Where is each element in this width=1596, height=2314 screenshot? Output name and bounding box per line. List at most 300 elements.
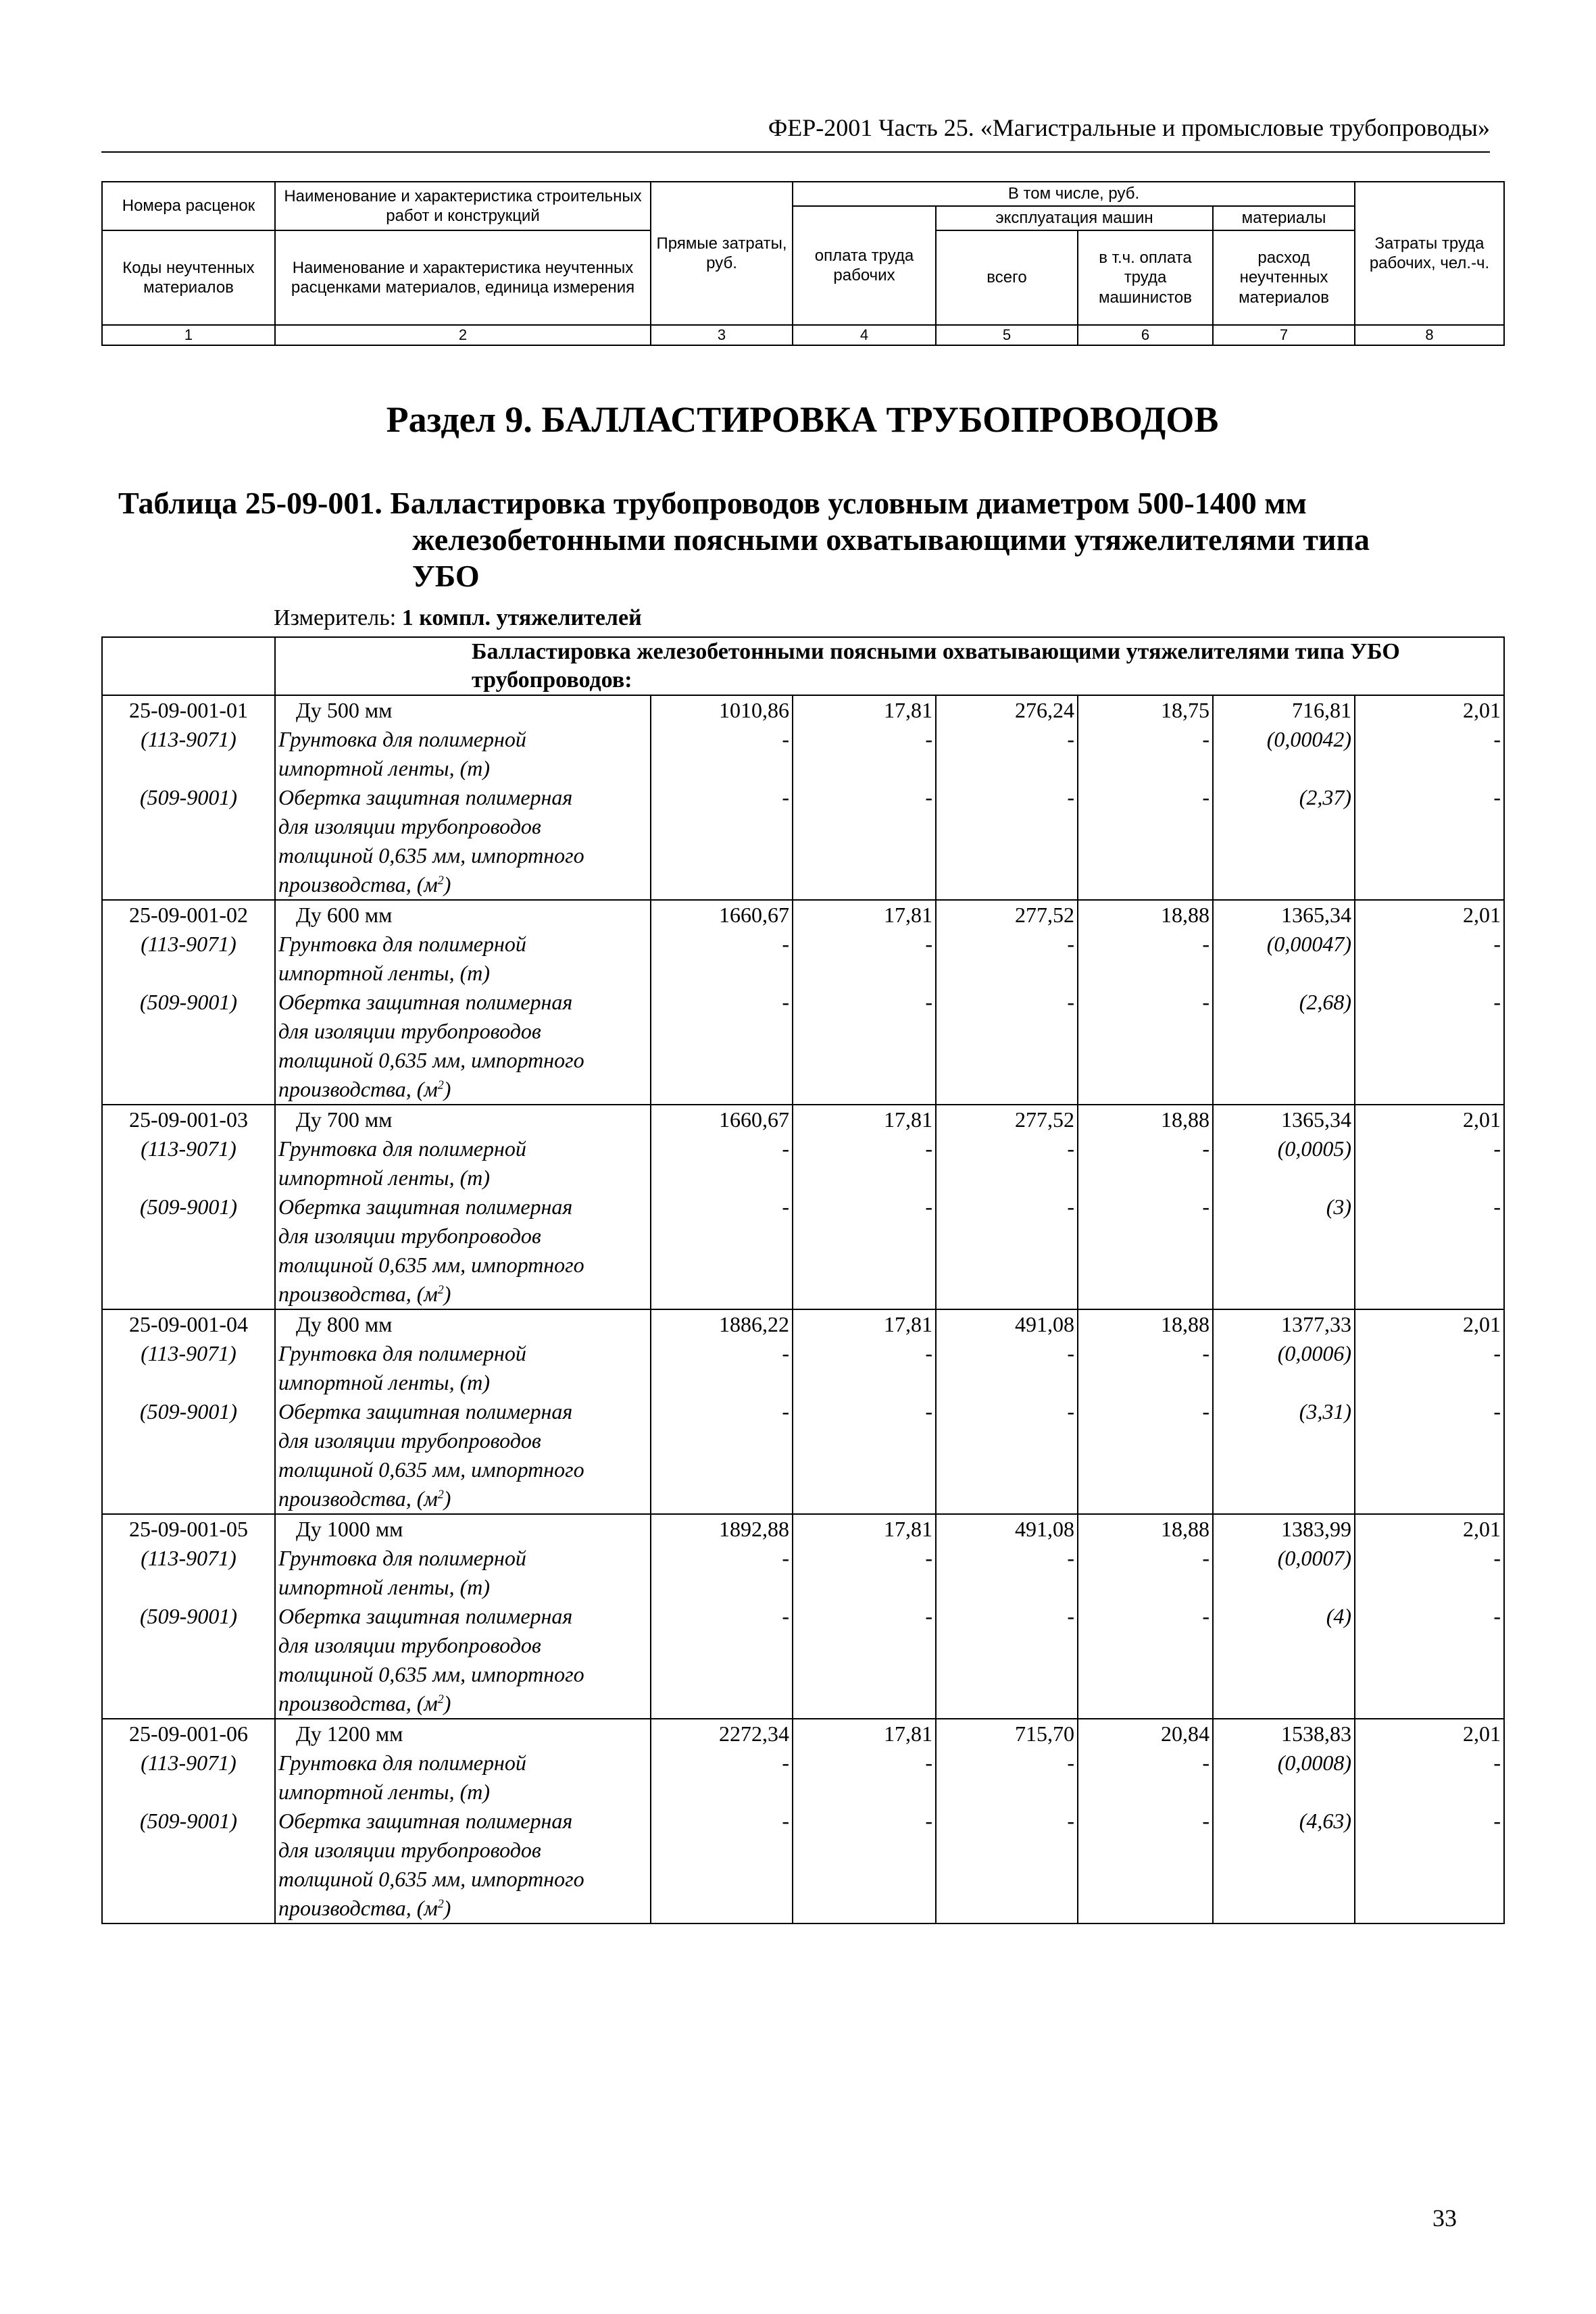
material-name: толщиной 0,635 мм, импортного	[275, 1865, 651, 1894]
machines-total: 277,52	[936, 900, 1078, 930]
rate-code: 25-09-001-02	[102, 900, 275, 930]
dash-cell: -	[1355, 1134, 1504, 1163]
table-row	[102, 1280, 1504, 1309]
direct-costs: 1892,88	[651, 1514, 793, 1544]
dash-cell: -	[1355, 1192, 1504, 1222]
empty-cell	[793, 812, 936, 841]
empty-cell	[793, 870, 936, 900]
empty-cell	[1078, 1251, 1213, 1280]
material-name: толщиной 0,635 мм, импортного	[275, 1455, 651, 1484]
empty-cell	[102, 1280, 275, 1309]
table-row	[102, 1865, 1504, 1894]
empty-cell	[793, 1222, 936, 1251]
measurement-unit	[274, 605, 642, 631]
empty-cell	[651, 1631, 793, 1660]
material-quantity: (2,37)	[1213, 783, 1355, 812]
material-code: (509-9001)	[102, 1807, 275, 1836]
dash-cell: -	[793, 1339, 936, 1368]
material-quantity: (0,00042)	[1213, 725, 1355, 754]
empty-cell	[1078, 1894, 1213, 1923]
material-name	[275, 1075, 651, 1105]
table-title-line: УБО	[412, 558, 480, 593]
empty-cell	[102, 1660, 275, 1689]
empty-cell	[793, 1778, 936, 1807]
empty-cell	[651, 1894, 793, 1923]
empty-cell	[1213, 959, 1355, 988]
dash-cell: -	[793, 1544, 936, 1573]
dash-cell: -	[936, 1339, 1078, 1368]
material-name: импортной ленты, (т)	[275, 959, 651, 988]
empty-cell	[936, 1280, 1078, 1309]
column-number: 4	[793, 325, 936, 345]
material-row	[102, 1339, 1504, 1368]
empty-cell	[1078, 1455, 1213, 1484]
material-name: Обертка защитная полимерная	[275, 1807, 651, 1836]
table-row	[102, 841, 1504, 870]
table-row	[102, 1573, 1504, 1602]
dash-cell: -	[1355, 1339, 1504, 1368]
dash-cell: -	[1355, 1397, 1504, 1426]
direct-costs: 2272,34	[651, 1719, 793, 1749]
empty-cell	[651, 1280, 793, 1309]
dash-cell: -	[1355, 1807, 1504, 1836]
empty-cell	[651, 959, 793, 988]
table-title	[118, 485, 1483, 594]
dash-cell: -	[651, 1749, 793, 1778]
column-number: 8	[1355, 325, 1504, 345]
material-name: Грунтовка для полимерной	[275, 725, 651, 754]
empty-cell	[1213, 1631, 1355, 1660]
table-row	[102, 1484, 1504, 1514]
empty-cell	[102, 1865, 275, 1894]
empty-cell	[1355, 1484, 1504, 1514]
empty-cell	[1078, 1075, 1213, 1105]
empty-cell	[102, 754, 275, 783]
column-number: 3	[651, 325, 793, 345]
empty-cell	[793, 1017, 936, 1046]
dash-cell: -	[793, 1134, 936, 1163]
empty-cell	[793, 1573, 936, 1602]
material-code: (509-9001)	[102, 783, 275, 812]
empty-cell	[1355, 1280, 1504, 1309]
unit-superscript: 2	[437, 1282, 444, 1297]
material-name: для изоляции трубопроводов	[275, 1631, 651, 1660]
material-code: (113-9071)	[102, 1544, 275, 1573]
empty-cell	[1078, 1660, 1213, 1689]
column-header-table	[101, 181, 1505, 346]
empty-cell	[1355, 812, 1504, 841]
dash-cell: -	[651, 1397, 793, 1426]
empty-cell	[793, 1455, 936, 1484]
empty-cell	[1355, 1017, 1504, 1046]
empty-cell	[1355, 1163, 1504, 1192]
dash-cell: -	[651, 725, 793, 754]
empty-cell	[102, 1631, 275, 1660]
empty-cell	[1213, 1426, 1355, 1455]
material-quantity: (0,0007)	[1213, 1544, 1355, 1573]
empty-cell	[1213, 1573, 1355, 1602]
table-row	[102, 1368, 1504, 1397]
direct-costs: 1886,22	[651, 1309, 793, 1339]
labor-hours: 2,01	[1355, 1514, 1504, 1544]
table-row	[102, 870, 1504, 900]
table-row	[102, 1017, 1504, 1046]
materials-cost: 1383,99	[1213, 1514, 1355, 1544]
empty-cell	[1078, 1426, 1213, 1455]
empty-cell	[1213, 1017, 1355, 1046]
dash-cell: -	[936, 1602, 1078, 1631]
measurement-label: Измеритель:	[274, 605, 402, 630]
empty-cell	[936, 1573, 1078, 1602]
empty-cell	[793, 1836, 936, 1865]
materials-cost: 1365,34	[1213, 900, 1355, 930]
material-unit-close: )	[443, 1486, 451, 1511]
header-column-numbers	[102, 325, 1504, 345]
unit-superscript: 2	[437, 1487, 444, 1501]
dash-cell: -	[651, 1544, 793, 1573]
dash-cell: -	[1355, 1602, 1504, 1631]
empty-cell	[793, 1046, 936, 1075]
dash-cell: -	[651, 1134, 793, 1163]
dash-cell: -	[651, 1339, 793, 1368]
machinist-pay: 18,88	[1078, 900, 1213, 930]
material-row	[102, 1192, 1504, 1222]
empty-cell	[651, 1660, 793, 1689]
labor-hours: 2,01	[1355, 1719, 1504, 1749]
dash-cell: -	[936, 783, 1078, 812]
empty-cell	[102, 1075, 275, 1105]
dash-cell: -	[936, 1749, 1078, 1778]
empty-cell	[936, 1251, 1078, 1280]
labor-pay: 17,81	[793, 1514, 936, 1544]
empty-cell	[1355, 1689, 1504, 1719]
empty-cell	[651, 1075, 793, 1105]
dash-cell: -	[651, 988, 793, 1017]
labor-hours: 2,01	[1355, 695, 1504, 725]
empty-cell	[102, 812, 275, 841]
empty-cell	[936, 1222, 1078, 1251]
material-name: толщиной 0,635 мм, импортного	[275, 1046, 651, 1075]
header-work-name: Наименование и характеристика строительных работ и конструкций	[275, 182, 651, 230]
empty-cell	[936, 1631, 1078, 1660]
machines-total: 276,24	[936, 695, 1078, 725]
empty-cell	[1078, 870, 1213, 900]
dash-cell: -	[1355, 783, 1504, 812]
empty-cell	[1355, 959, 1504, 988]
empty-cell	[651, 1017, 793, 1046]
group-header-spacer	[102, 637, 275, 695]
empty-cell	[1078, 959, 1213, 988]
materials-cost: 1365,34	[1213, 1105, 1355, 1134]
material-unit-close: )	[443, 872, 451, 897]
empty-cell	[102, 1222, 275, 1251]
empty-cell	[651, 1573, 793, 1602]
material-quantity: (4)	[1213, 1602, 1355, 1631]
material-name: Обертка защитная полимерная	[275, 988, 651, 1017]
labor-hours: 2,01	[1355, 1105, 1504, 1134]
dash-cell: -	[1355, 1749, 1504, 1778]
dash-cell: -	[651, 1807, 793, 1836]
empty-cell	[936, 1455, 1078, 1484]
unit-superscript: 2	[437, 1896, 444, 1911]
material-row	[102, 1544, 1504, 1573]
rate-code: 25-09-001-06	[102, 1719, 275, 1749]
empty-cell	[1078, 812, 1213, 841]
rate-row	[102, 1309, 1504, 1339]
empty-cell	[793, 1251, 936, 1280]
empty-cell	[102, 1689, 275, 1719]
empty-cell	[651, 1163, 793, 1192]
empty-cell	[102, 1251, 275, 1280]
empty-cell	[936, 1894, 1078, 1923]
empty-cell	[793, 754, 936, 783]
table-row	[102, 1836, 1504, 1865]
material-name: Обертка защитная полимерная	[275, 1602, 651, 1631]
empty-cell	[1355, 1778, 1504, 1807]
rate-row	[102, 1105, 1504, 1134]
empty-cell	[1355, 870, 1504, 900]
empty-cell	[936, 841, 1078, 870]
material-code: (113-9071)	[102, 1339, 275, 1368]
header-materials-group: материалы	[1213, 206, 1355, 230]
section-title: Раздел 9. БАЛЛАСТИРОВКА ТРУБОПРОВОДОВ	[386, 399, 1219, 440]
dash-cell: -	[793, 988, 936, 1017]
material-unit-close: )	[443, 1691, 451, 1715]
dash-cell: -	[793, 1602, 936, 1631]
material-name: Обертка защитная полимерная	[275, 1192, 651, 1222]
table-row	[102, 1631, 1504, 1660]
empty-cell	[102, 1017, 275, 1046]
unit-superscript: 2	[437, 873, 444, 887]
material-name	[275, 1280, 651, 1309]
empty-cell	[1078, 1836, 1213, 1865]
dash-cell: -	[793, 1192, 936, 1222]
material-code: (113-9071)	[102, 930, 275, 959]
material-code: (113-9071)	[102, 1134, 275, 1163]
empty-cell	[936, 1075, 1078, 1105]
dash-cell: -	[1078, 1602, 1213, 1631]
machines-total: 491,08	[936, 1309, 1078, 1339]
page-header: ФЕР-2001 Часть 25. «Магистральные и промысловые трубопроводы»	[101, 114, 1490, 153]
labor-pay: 17,81	[793, 1309, 936, 1339]
table-row	[102, 1046, 1504, 1075]
dash-cell: -	[1355, 1544, 1504, 1573]
dash-cell: -	[1078, 1397, 1213, 1426]
empty-cell	[793, 1163, 936, 1192]
material-name: импортной ленты, (т)	[275, 1368, 651, 1397]
table-row	[102, 1894, 1504, 1923]
empty-cell	[1078, 1163, 1213, 1192]
dash-cell: -	[1078, 988, 1213, 1017]
empty-cell	[936, 959, 1078, 988]
empty-cell	[936, 1836, 1078, 1865]
header-unaccounted-materials: расход неучтенных материалов	[1213, 230, 1355, 325]
column-number: 1	[102, 325, 275, 345]
rate-row	[102, 1719, 1504, 1749]
empty-cell	[936, 1426, 1078, 1455]
material-name: импортной ленты, (т)	[275, 1163, 651, 1192]
dash-cell: -	[651, 1192, 793, 1222]
empty-cell	[1355, 841, 1504, 870]
dash-cell: -	[1078, 1807, 1213, 1836]
material-name	[275, 1484, 651, 1514]
empty-cell	[102, 1778, 275, 1807]
material-name: импортной ленты, (т)	[275, 1778, 651, 1807]
material-row	[102, 1807, 1504, 1836]
empty-cell	[102, 1573, 275, 1602]
empty-cell	[793, 959, 936, 988]
empty-cell	[102, 1368, 275, 1397]
empty-cell	[102, 841, 275, 870]
empty-cell	[1355, 1631, 1504, 1660]
empty-cell	[1213, 1836, 1355, 1865]
material-name: Грунтовка для полимерной	[275, 1544, 651, 1573]
empty-cell	[793, 1660, 936, 1689]
material-name: толщиной 0,635 мм, импортного	[275, 1660, 651, 1689]
dash-cell: -	[936, 1192, 1078, 1222]
dash-cell: -	[1355, 988, 1504, 1017]
table-row	[102, 1163, 1504, 1192]
materials-cost: 1377,33	[1213, 1309, 1355, 1339]
empty-cell	[1355, 1865, 1504, 1894]
empty-cell	[651, 1836, 793, 1865]
empty-cell	[651, 1251, 793, 1280]
material-name: для изоляции трубопроводов	[275, 1017, 651, 1046]
empty-cell	[1355, 1075, 1504, 1105]
empty-cell	[1213, 1368, 1355, 1397]
header-machines-group: эксплуатация машин	[936, 206, 1213, 230]
column-number: 2	[275, 325, 651, 345]
empty-cell	[1078, 1689, 1213, 1719]
dash-cell: -	[1078, 1134, 1213, 1163]
empty-cell	[1213, 812, 1355, 841]
dash-cell: -	[1078, 1544, 1213, 1573]
dash-cell: -	[1078, 1339, 1213, 1368]
material-unit-text: производства, (м	[278, 872, 438, 897]
header-direct-costs: Прямые затраты, руб.	[651, 182, 793, 325]
material-code: (509-9001)	[102, 988, 275, 1017]
empty-cell	[651, 1689, 793, 1719]
empty-cell	[1078, 1368, 1213, 1397]
header-including-group: В том числе, руб.	[793, 182, 1355, 206]
unit-superscript: 2	[437, 1692, 444, 1706]
direct-costs: 1010,86	[651, 695, 793, 725]
table-row	[102, 1222, 1504, 1251]
material-name: Грунтовка для полимерной	[275, 930, 651, 959]
material-name: Грунтовка для полимерной	[275, 1749, 651, 1778]
dash-cell: -	[1078, 725, 1213, 754]
empty-cell	[1213, 1455, 1355, 1484]
material-code: (113-9071)	[102, 725, 275, 754]
dash-cell: -	[1078, 930, 1213, 959]
empty-cell	[1213, 841, 1355, 870]
material-name: для изоляции трубопроводов	[275, 812, 651, 841]
material-unit-text: производства, (м	[278, 1691, 438, 1715]
direct-costs: 1660,67	[651, 900, 793, 930]
empty-cell	[1355, 754, 1504, 783]
machines-total: 491,08	[936, 1514, 1078, 1544]
dash-cell: -	[936, 725, 1078, 754]
material-row	[102, 1749, 1504, 1778]
empty-cell	[1078, 1778, 1213, 1807]
empty-cell	[102, 1455, 275, 1484]
empty-cell	[793, 1689, 936, 1719]
material-unit-close: )	[443, 1282, 451, 1306]
dash-cell: -	[936, 1807, 1078, 1836]
material-unit-text: производства, (м	[278, 1896, 438, 1920]
empty-cell	[793, 1368, 936, 1397]
rate-code: 25-09-001-01	[102, 695, 275, 725]
empty-cell	[1078, 1280, 1213, 1309]
empty-cell	[793, 1280, 936, 1309]
material-quantity: (0,00047)	[1213, 930, 1355, 959]
dash-cell: -	[936, 1134, 1078, 1163]
table-title-line: железобетонными поясными охватывающими утяжелителями типа	[412, 522, 1370, 557]
empty-cell	[1213, 1484, 1355, 1514]
page-number: 33	[1432, 2205, 1457, 2232]
material-unit-text: производства, (м	[278, 1077, 438, 1101]
table-title-line: Таблица 25-09-001. Балластировка трубопроводов условным диаметром 500-1400 мм	[118, 486, 1307, 520]
empty-cell	[651, 841, 793, 870]
empty-cell	[1078, 1484, 1213, 1514]
empty-cell	[1355, 1836, 1504, 1865]
empty-cell	[1355, 1426, 1504, 1455]
material-unit-text: производства, (м	[278, 1486, 438, 1511]
material-name: для изоляции трубопроводов	[275, 1836, 651, 1865]
empty-cell	[651, 1222, 793, 1251]
dash-cell: -	[651, 1602, 793, 1631]
empty-cell	[651, 1778, 793, 1807]
dash-cell: -	[793, 1807, 936, 1836]
header-material-names: Наименование и характеристика неучтенных расценками материалов, единица измерения	[275, 230, 651, 325]
machinist-pay: 18,75	[1078, 695, 1213, 725]
empty-cell	[1213, 1660, 1355, 1689]
unit-superscript: 2	[437, 1078, 444, 1092]
empty-cell	[651, 1426, 793, 1455]
empty-cell	[651, 1484, 793, 1514]
rate-row	[102, 695, 1504, 725]
material-name: импортной ленты, (т)	[275, 754, 651, 783]
empty-cell	[1213, 1778, 1355, 1807]
dash-cell: -	[793, 1749, 936, 1778]
empty-cell	[1213, 1251, 1355, 1280]
empty-cell	[936, 1163, 1078, 1192]
empty-cell	[1355, 1660, 1504, 1689]
empty-cell	[1213, 1865, 1355, 1894]
material-name: толщиной 0,635 мм, импортного	[275, 841, 651, 870]
machinist-pay: 18,88	[1078, 1309, 1213, 1339]
empty-cell	[936, 870, 1078, 900]
column-number: 6	[1078, 325, 1213, 345]
empty-cell	[102, 1046, 275, 1075]
header-machines-total: всего	[936, 230, 1078, 325]
empty-cell	[1355, 1251, 1504, 1280]
rate-name: Ду 1000 мм	[275, 1514, 651, 1544]
dash-cell: -	[1355, 930, 1504, 959]
table-row	[102, 1660, 1504, 1689]
empty-cell	[1355, 1368, 1504, 1397]
measurement-value: 1 компл. утяжелителей	[401, 605, 642, 630]
empty-cell	[793, 1484, 936, 1514]
empty-cell	[1213, 1894, 1355, 1923]
rate-row	[102, 1514, 1504, 1544]
column-number: 7	[1213, 325, 1355, 345]
machinist-pay: 18,88	[1078, 1514, 1213, 1544]
dash-cell: -	[793, 725, 936, 754]
dash-cell: -	[651, 783, 793, 812]
direct-costs: 1660,67	[651, 1105, 793, 1134]
dash-cell: -	[651, 930, 793, 959]
